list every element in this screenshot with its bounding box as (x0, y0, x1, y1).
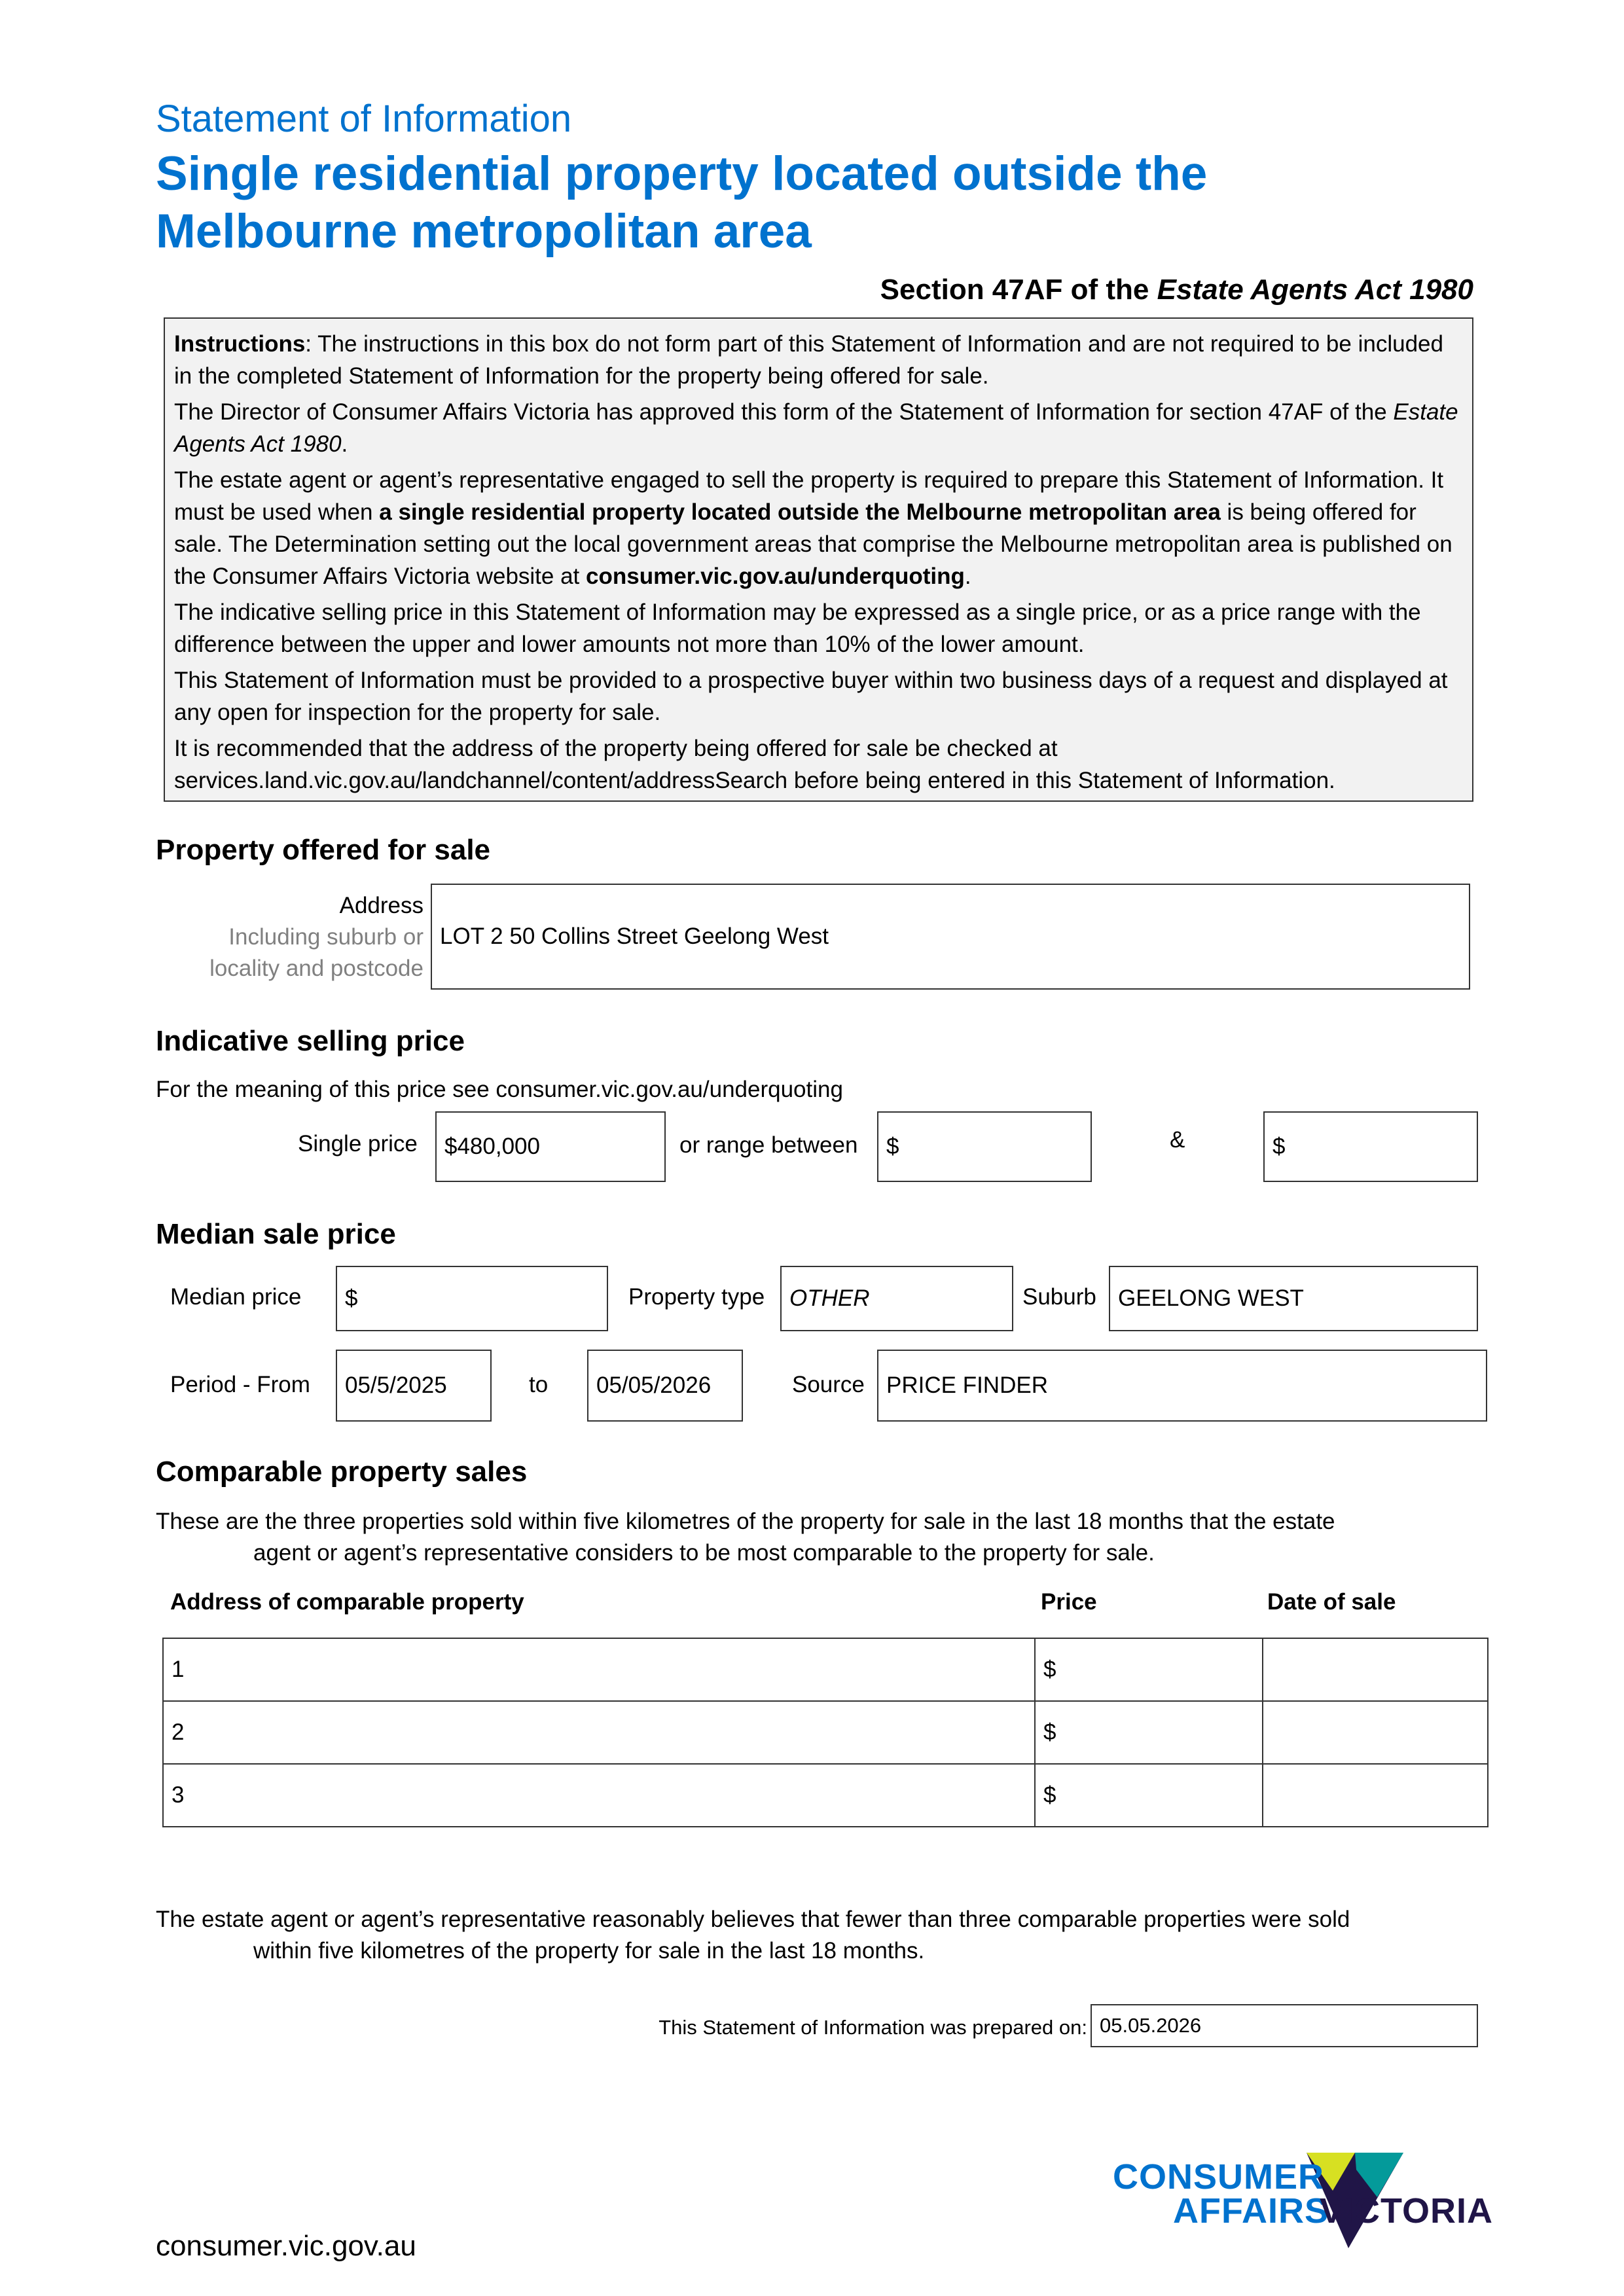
period-from-field[interactable]: 05/5/2025 (336, 1350, 492, 1422)
address-label: Address (339, 893, 424, 918)
source-label: Source (792, 1372, 865, 1397)
single-price-field[interactable]: $480,000 (435, 1111, 666, 1182)
comparable-table (162, 1638, 1489, 1827)
table-row (163, 1638, 1488, 1701)
address-sub-1: Including suburb or (228, 924, 424, 950)
table-row (163, 1764, 1488, 1827)
comp-date-cell[interactable] (1263, 1701, 1488, 1764)
instructions-p1 (174, 328, 1463, 392)
instructions-p2 (174, 396, 1463, 460)
title-line-1: Single residential property located outside the (156, 147, 1208, 200)
address-field[interactable]: LOT 2 50 Collins Street Geelong West (431, 884, 1470, 990)
instructions-label: Instructions (174, 331, 306, 357)
instructions-p3-a: The estate agent or agent’s representative engaged to sell the property is required to prepare this Statement of Information. It must be used when (174, 467, 1444, 525)
instructions-p5: This Statement of Information must be provided to a prospective buyer within two business days of a request and displayed at any open for inspection for the property for sale. (174, 668, 1448, 725)
col-address-header: Address of comparable property (170, 1589, 524, 1615)
instructions-p3-b: is being offered for sale. The Determination setting out the local government areas that comprise the Melbourne metropolitan area is published on the Consumer Affairs Victoria website at (174, 499, 1453, 589)
range-low-field[interactable]: $ (877, 1111, 1092, 1182)
property-type-label: Property type (628, 1284, 765, 1310)
comparable-desc-1: These are the three properties sold within five kilometres of the property for sale in the last 18 months that the estate (156, 1509, 1335, 1534)
comp-address-cell[interactable]: 2 (163, 1701, 1035, 1764)
range-label: or range between (679, 1132, 858, 1158)
form-title (156, 145, 1530, 260)
period-to-label: to (529, 1372, 549, 1397)
fewer-statement-1: The estate agent or agent’s representative reasonably believes that fewer than three comparable properties were sold (156, 1907, 1350, 1932)
prepared-on-field[interactable]: 05.05.2026 (1091, 2004, 1478, 2047)
instructions-p2-a: The Director of Consumer Affairs Victoria has approved this form of the Statement of Information for section 47AF of the (174, 399, 1394, 425)
section-reference (880, 274, 1473, 306)
range-high-field[interactable]: $ (1263, 1111, 1478, 1182)
indicative-meaning: For the meaning of this price see consumer.vic.gov.au/underquoting (156, 1077, 843, 1102)
suburb-label: Suburb (1022, 1284, 1096, 1310)
period-from-label: Period - From (170, 1372, 310, 1397)
property-heading: Property offered for sale (156, 834, 491, 866)
comparable-desc-2: agent or agent’s representative considers to be most comparable to the property for sale. (253, 1540, 1155, 1566)
consumer-affairs-victoria-logo (1113, 2150, 1492, 2261)
address-label-group (209, 890, 424, 984)
instructions-p3-c: . (964, 564, 971, 589)
address-sub-2: locality and postcode (209, 956, 424, 981)
comp-address-cell[interactable]: 3 (163, 1764, 1035, 1827)
instructions-p2-act: Estate Agents Act 1980 (174, 399, 1458, 457)
title-line-2: Melbourne metropolitan area (156, 205, 812, 258)
comp-price-cell[interactable]: $ (1035, 1764, 1263, 1827)
instructions-p2-b: . (341, 431, 348, 457)
prepared-on-label: This Statement of Information was prepared on: (659, 2016, 1087, 2039)
median-price-label: Median price (170, 1284, 302, 1310)
instructions-p3 (174, 464, 1463, 592)
logo-victoria: VICTORIA (1320, 2191, 1494, 2231)
table-row (163, 1701, 1488, 1764)
comp-price-cell[interactable]: $ (1035, 1638, 1263, 1701)
col-date-header: Date of sale (1267, 1589, 1396, 1615)
source-field[interactable]: PRICE FINDER (877, 1350, 1487, 1422)
comp-price-cell[interactable]: $ (1035, 1701, 1263, 1764)
property-type-field[interactable]: OTHER (780, 1266, 1013, 1331)
instructions-p3-bold: a single residential property located outside the Melbourne metropolitan area (379, 499, 1221, 525)
comp-date-cell[interactable] (1263, 1638, 1488, 1701)
indicative-heading: Indicative selling price (156, 1025, 465, 1057)
period-to-field[interactable]: 05/05/2026 (587, 1350, 743, 1422)
range-ampersand: & (1170, 1127, 1185, 1153)
comp-date-cell[interactable] (1263, 1764, 1488, 1827)
instructions-box (164, 317, 1473, 802)
instructions-p1-text: : The instructions in this box do not form part of this Statement of Information and are not required to be included in the completed Statement of Information for the property being offered for sale. (174, 331, 1443, 389)
fewer-statement-2: within five kilometres of the property for sale in the last 18 months. (253, 1938, 925, 1964)
instructions-p6: It is recommended that the address of the property being offered for sale be checked at services.land.vic.gov.au/landchannel/content/addressSearch before being entered in this Statement of Information. (174, 736, 1335, 793)
comparable-heading: Comparable property sales (156, 1456, 528, 1488)
comp-address-cell[interactable]: 1 (163, 1638, 1035, 1701)
underquoting-link[interactable]: consumer.vic.gov.au/underquoting (586, 564, 965, 589)
form-pre-title: Statement of Information (156, 98, 572, 140)
logo-consumer: CONSUMER (1113, 2157, 1325, 2197)
median-price-field[interactable]: $ (336, 1266, 608, 1331)
suburb-field[interactable]: GEELONG WEST (1109, 1266, 1478, 1331)
instructions-p4: The indicative selling price in this Statement of Information may be expressed as a single price, or as a price range with the difference between the upper and lower amounts not more than 10% of the lower amount. (174, 600, 1421, 657)
section-prefix: Section 47AF of the (880, 274, 1157, 306)
section-act: Estate Agents Act 1980 (1157, 274, 1473, 306)
median-heading: Median sale price (156, 1218, 396, 1250)
single-price-label: Single price (298, 1131, 418, 1157)
footer-url[interactable]: consumer.vic.gov.au (156, 2230, 416, 2262)
logo-affairs: AFFAIRS (1173, 2191, 1329, 2231)
col-price-header: Price (1041, 1589, 1097, 1615)
